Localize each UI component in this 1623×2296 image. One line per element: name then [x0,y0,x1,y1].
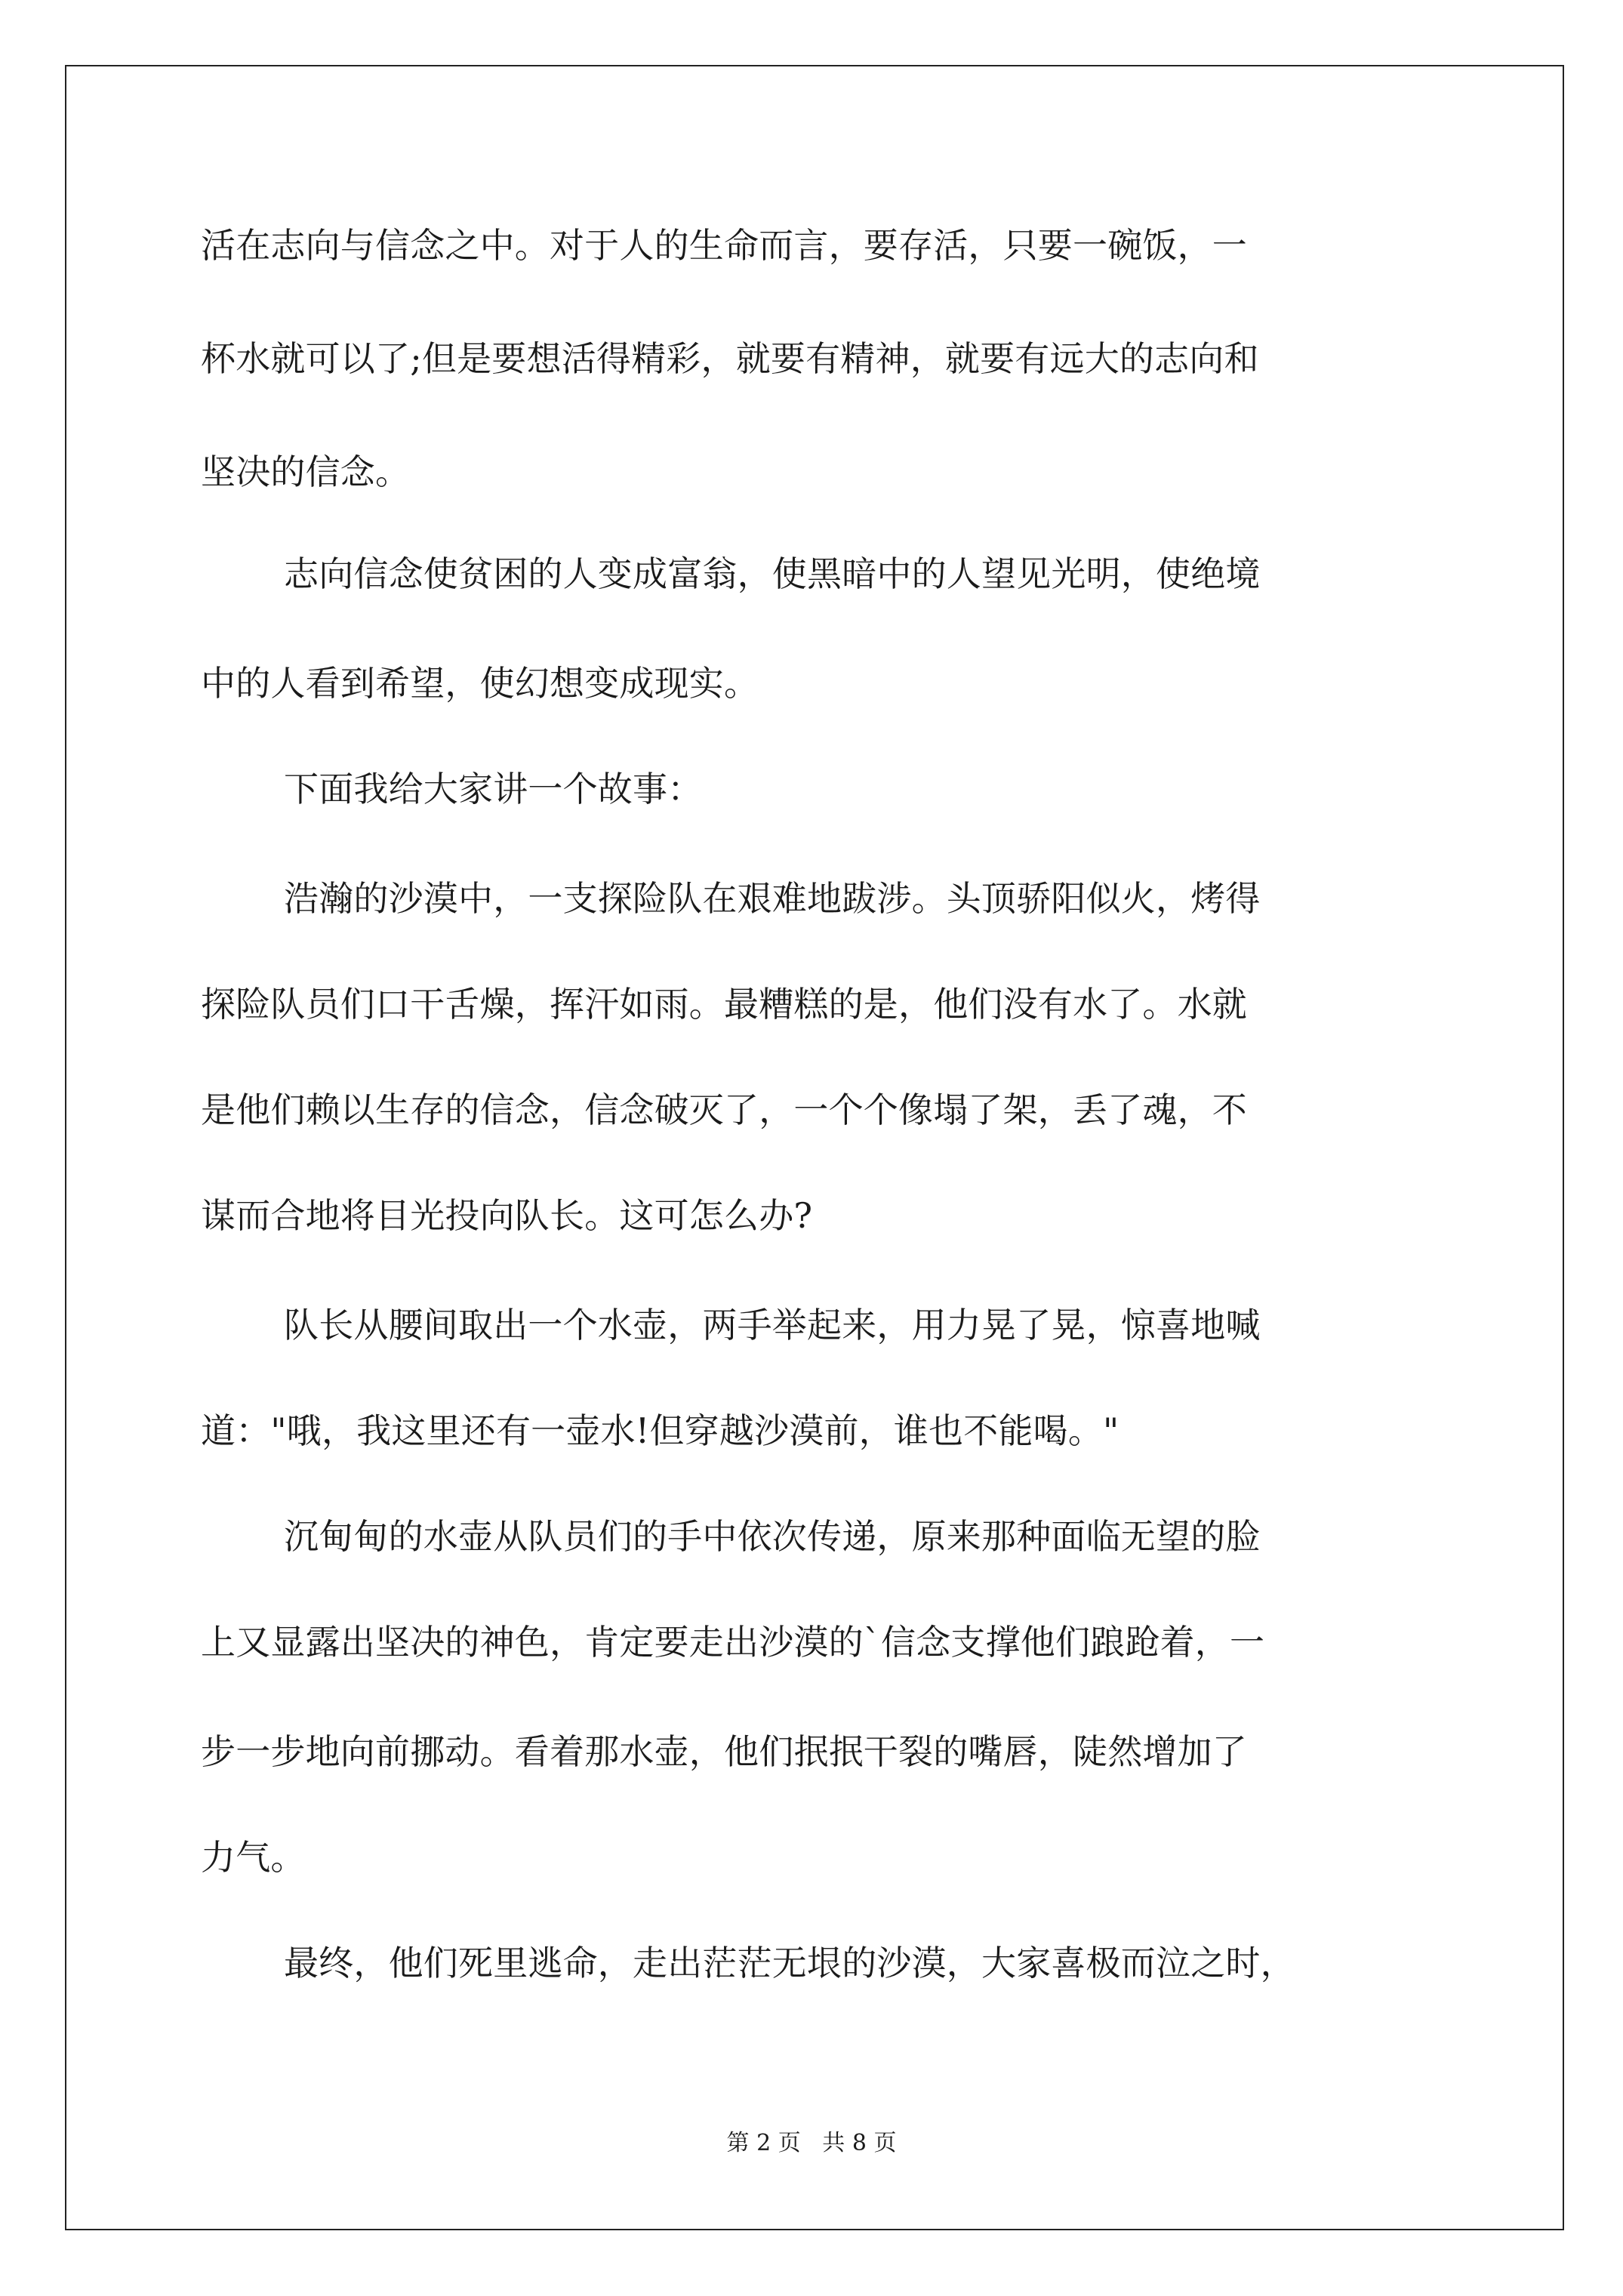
text-line: 谋而合地将目光投向队长。这可怎么办? [201,1195,813,1236]
text-line: 道："哦，我这里还有一壶水!但穿越沙漠前，谁也不能喝。" [201,1410,1119,1451]
paragraph-start-line: 下面我给大家讲一个故事： [284,769,703,809]
text-line: 探险队员们口干舌燥，挥汗如雨。最糟糕的是，他们没有水了。水就 [201,984,1247,1025]
text-line: 坚决的信念。 [201,451,411,492]
text-line: 活在志向与信念之中。对于人的生命而言，要存活，只要一碗饭，一 [201,225,1247,266]
text-line: 杯水就可以了;但是要想活得精彩，就要有精神，就要有远大的志向和 [201,338,1259,379]
paragraph-start-line: 志向信念使贫困的人变成富翁，使黑暗中的人望见光明，使绝境 [284,553,1261,594]
page-number-footer: 第 2 页 共 8 页 [726,2130,897,2156]
text-line: 力气。 [201,1837,306,1878]
page-border [65,65,1564,2230]
paragraph-start-line: 沉甸甸的水壶从队员们的手中依次传递，原来那种面临无望的脸 [284,1516,1261,1557]
text-line: 步一步地向前挪动。看着那水壶，他们抿抿干裂的嘴唇，陡然增加了 [201,1731,1247,1772]
text-line: 上又显露出坚决的神色，肯定要走出沙漠的`信念支撑他们踉跄着，一 [201,1622,1265,1663]
text-line: 中的人看到希望，使幻想变成现实。 [201,663,759,704]
paragraph-start-line: 队长从腰间取出一个水壶，两手举起来，用力晃了晃，惊喜地喊 [284,1305,1261,1345]
paragraph-start-line: 最终，他们死里逃命，走出茫茫无垠的沙漠，大家喜极而泣之时， [284,1943,1295,1983]
paragraph-start-line: 浩瀚的沙漠中，一支探险队在艰难地跋涉。头顶骄阳似火，烤得 [284,878,1261,919]
text-line: 是他们赖以生存的信念，信念破灭了，一个个像塌了架，丢了魂，不 [201,1089,1247,1130]
